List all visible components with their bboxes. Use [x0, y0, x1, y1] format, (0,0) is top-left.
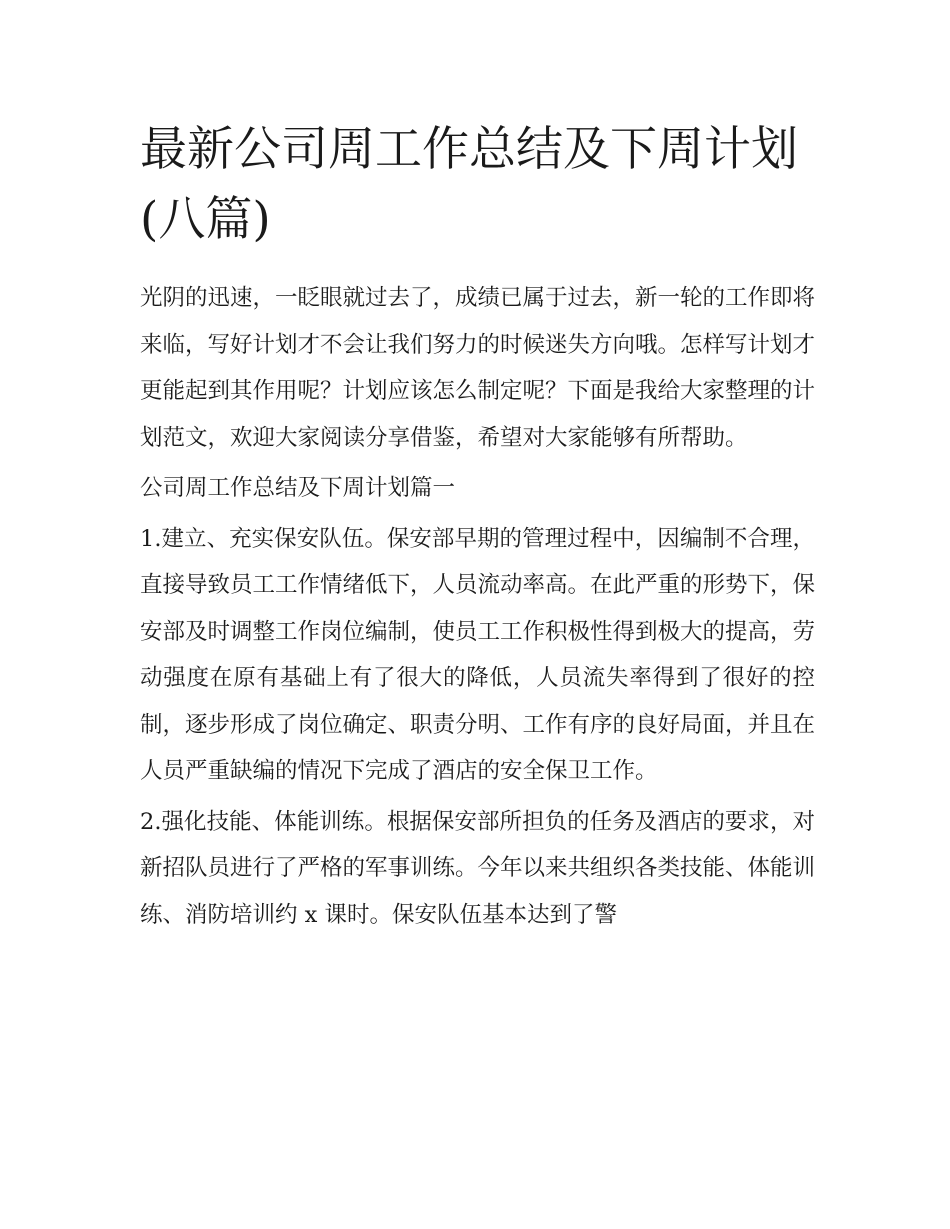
section-heading: 公司周工作总结及下周计划篇一: [140, 475, 456, 501]
body-paragraph: 1.建立、充实保安队伍。保安部早期的管理过程中，因编制不合理，直接导致员工工作情绪低下，人员流动率高。在此严重的形势下，保安部及时调整工作岗位编制，使员工工作积极性得到极大的提高，劳动强度在原有基础上有了很大的降低，人员流失率得到了很好的控制，逐步形成了岗位确定、职责分明、工作有序的良好局面，并且在人员严重缺编的情况下完成了酒店的安全保卫工作。: [140, 525, 816, 784]
body-paragraph: 2.强化技能、体能训练。根据保安部所担负的任务及酒店的要求，对新招队员进行了严格的军事训练。今年以来共组织各类技能、体能训练、消防培训约 x 课时。保安队伍基本达到了警: [140, 808, 816, 928]
document-body: [140, 115, 815, 938]
document-title: 最新公司周工作总结及下周计划(八篇): [140, 122, 798, 247]
intro-paragraph: 光阴的迅速，一眨眼就过去了，成绩已属于过去，新一轮的工作即将来临，写好计划才不会让我们努力的时候迷失方向哦。怎样写计划才更能起到其作用呢？计划应该怎么制定呢？下面是我给大家整理的计划范文，欢迎大家阅读分享借鉴，希望对大家能够有所帮助。: [140, 285, 816, 451]
